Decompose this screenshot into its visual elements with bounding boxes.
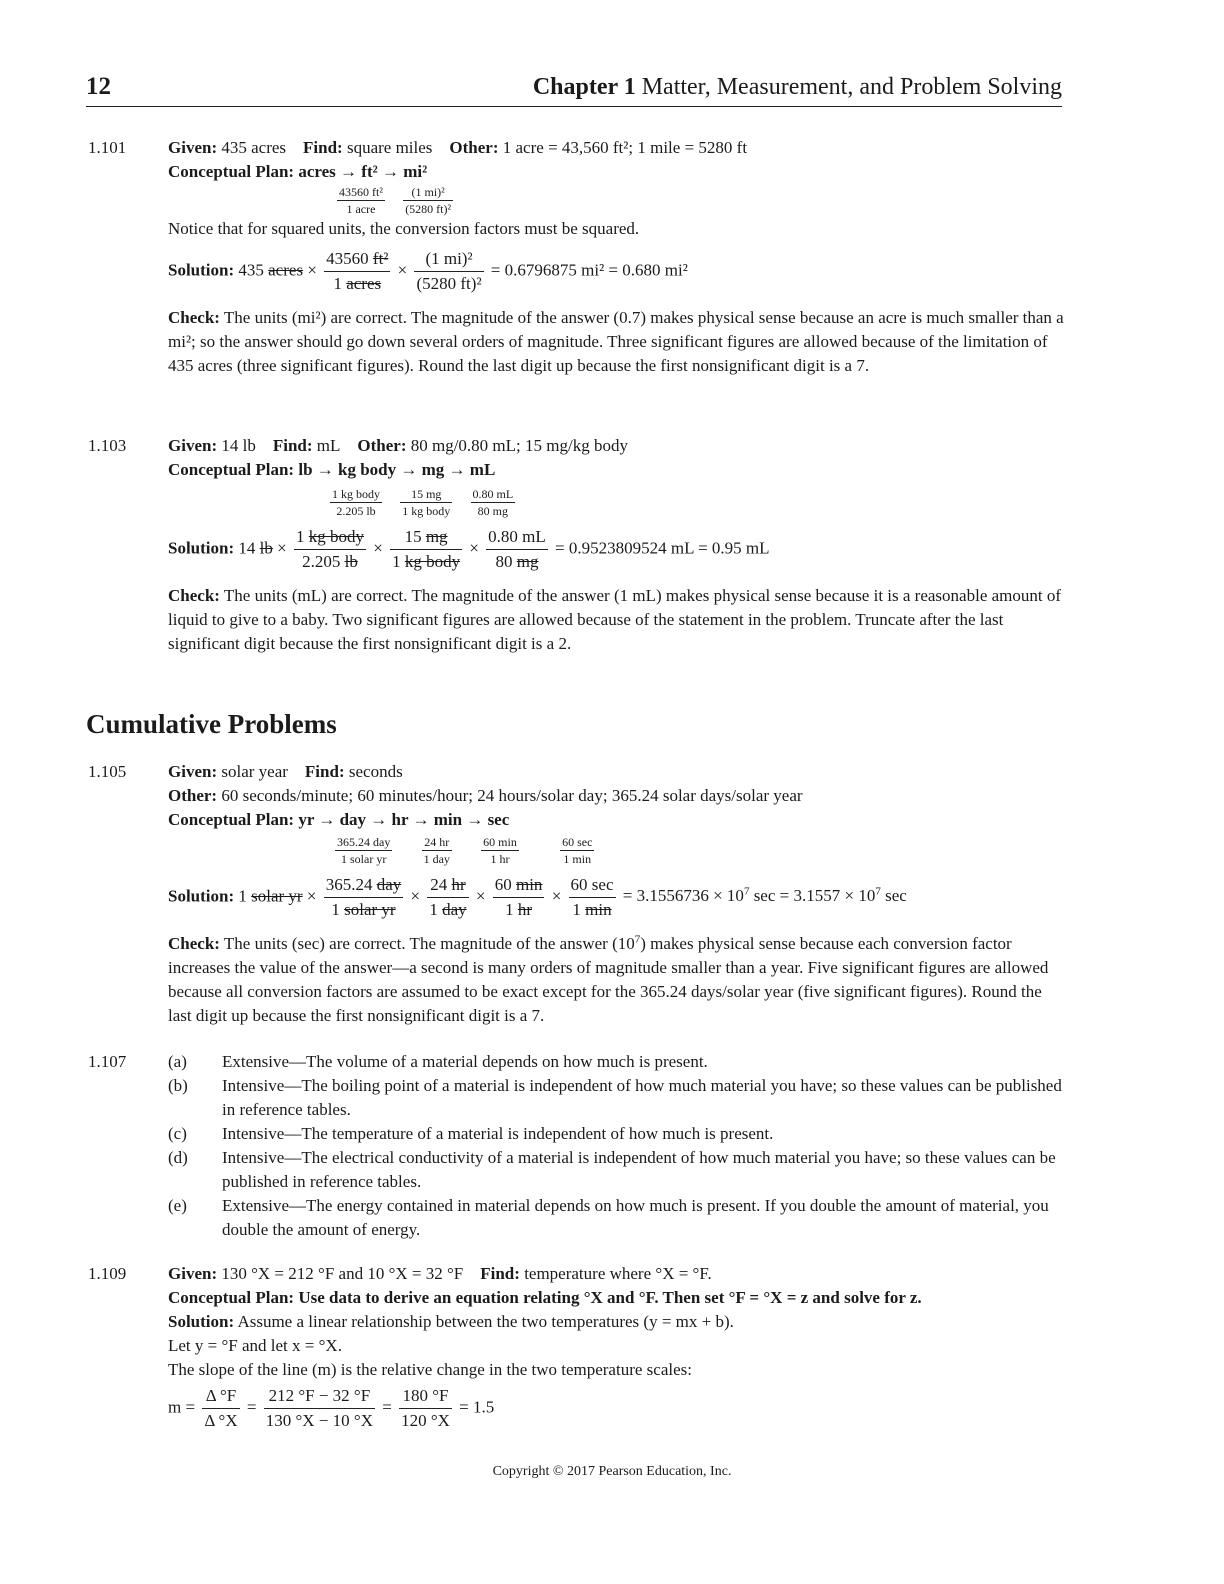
check-paragraph (168, 584, 1068, 656)
plan-line (168, 1286, 1068, 1310)
equation-fraction: $\frac{180 ^\circ F}{120 ^\circ X}$ (401, 1386, 450, 1430)
given-label: Given: (168, 762, 218, 781)
solution-factor: $\frac{0.80 mL}{80 mg}$ (488, 527, 546, 571)
plan-factors (168, 486, 1068, 519)
check-paragraph (168, 306, 1068, 378)
plan-factors (168, 184, 1068, 217)
list-item: (c) Intensive—The temperature of a material is independent of how much is present. (168, 1124, 774, 1143)
problem-number: 1.101 (88, 138, 127, 157)
find-value: temperature where °X = °F. (524, 1264, 712, 1283)
solution-factor: $\frac{\text{365.24 day}}{\text{1 solar yr}}$ (325, 875, 402, 919)
chapter-name: Matter, Measurement, and Problem Solving (641, 74, 1062, 100)
chapter-label: Chapter 1 (532, 74, 636, 100)
equation-result: = 1.5 (459, 1397, 495, 1417)
solution-label: Solution: (168, 886, 235, 906)
plan-value: Use data to derive an equation relating °X and °F. Then set °F = °X = z and solve for z. (298, 1288, 922, 1307)
plan-factors (168, 834, 1068, 867)
conversion-factor: $\frac{24 hr}{\text{1 day}}$ (423, 835, 450, 866)
given-value: 435 acres (221, 138, 287, 157)
solution-factor: $\frac{\text{(1 mi)²}}{\text{(5280 ft)²}}$ (416, 249, 482, 293)
solution-line: Solution: 14 lb × $\frac{\text{1 kg body}}{2.205 lb}$ × $\frac{15 mg}{\text{1 kg body}}$ × $\frac{0.80 mL}{80 mg}$ = 0.9523809524 mL = 0.95 mL (168, 525, 1068, 574)
check-label: Check: (168, 586, 220, 605)
find-label: Find: (304, 762, 345, 781)
slope-equation: m = $\frac{\Delta ^\circ F}{\Delta ^\circ X}$ = $\frac{212 ^\circ F - 32 ^\circ F}{130 ^\circ X - 10 ^\circ X}$ = $\frac{180 ^\circ F}{120 ^\circ X}$ = 1.5 (168, 1384, 1068, 1433)
other-label: Other: (449, 138, 499, 157)
check-label: Check: (168, 308, 220, 327)
solution-line: Solution: 435 acres × $\frac{\text{43560 ft²}}{\text{1 acres}}$ × $\frac{\text{(1 mi)²}}{\text{(5280 ft)²}}$ = 0.6796875 mi² = 0.680 mi² (168, 247, 1068, 296)
other-label: Other: (357, 436, 407, 455)
problem-number: 1.109 (88, 1264, 127, 1283)
header-rule (86, 106, 1062, 107)
given-line (168, 1262, 1068, 1286)
problem-body (168, 760, 1068, 1028)
given-value: solar year (221, 762, 288, 781)
plan-label: Conceptual Plan: (168, 810, 295, 829)
list-item: (e) Extensive—The energy contained in material depends on how much is present. If you double the amount of material, you double the amount of energy. (168, 1196, 1049, 1239)
check-paragraph: Check: The units (sec) are correct. The magnitude of the answer $(10^7)$ makes physical sense because each conversion factor increases the value of the answer—a second is many orders of magnitude smaller than a year. Five significant figures are allowed because all conversion factors are assumed to be exact except for the 365.24 days/solar year (five significant figures). Round the last digit up because the first nonsignificant digit is a 7. (168, 933, 1049, 1025)
given-line (168, 434, 1068, 458)
find-label: Find: (303, 138, 343, 157)
page-number: 12 (86, 73, 111, 100)
other-label: Other: (168, 786, 218, 805)
equation-fraction: $\frac{\Delta ^\circ F}{\Delta ^\circ X}$ (204, 1386, 238, 1430)
equation-fraction: $\frac{212 ^\circ F - 32 ^\circ F}{130 ^\circ X - 10 ^\circ X}$ (265, 1386, 373, 1430)
solution-factor: $\frac{15 mg}{\text{1 kg body}}$ (392, 527, 461, 571)
list-item: (d) Intensive—The electrical conductivity of a material is independent of how much material you have; so these values can be published in reference tables. (168, 1148, 1056, 1191)
chapter-title (533, 70, 1062, 104)
other-line (168, 784, 1068, 808)
other-value: 1 acre = 43,560 ft²; 1 mile = 5280 ft (502, 138, 748, 157)
other-value: 80 mg/0.80 mL; 15 mg/kg body (410, 436, 628, 455)
plan-value: acres → ft² → mi² (298, 162, 428, 181)
plan-line (168, 808, 1068, 832)
list-item: (a) Extensive—The volume of a material depends on how much is present. (168, 1052, 708, 1071)
problem-number: 1.105 (88, 762, 127, 781)
solution-line (168, 1310, 1068, 1334)
solution-label: Solution: (168, 260, 235, 280)
find-value: seconds (348, 762, 403, 781)
find-value: square miles (346, 138, 433, 157)
given-label: Given: (168, 436, 218, 455)
solution-result: = 0.6796875 mi² = 0.680 mi² (490, 260, 688, 280)
check-text: The units (mL) are correct. The magnitude of the answer (1 mL) makes physical sense because it is a reasonable amount of liquid to give to a baby. Two significant figures are allowed because of the statement in the problem. Truncate after the last significant digit because the first nonsignificant digit is a 2. (168, 586, 1062, 653)
notice-text: Notice that for squared units, the conversion factors must be squared. (168, 219, 640, 238)
problem-body (168, 434, 1068, 656)
conversion-factor: $\frac{\text{1 kg body}}{2.205 lb}$ (332, 487, 380, 518)
problem-number: 1.107 (88, 1052, 127, 1071)
copyright-footer: Copyright © 2017 Pearson Education, Inc. (492, 1464, 732, 1479)
let-line: Let y = °F and let x = °X. (168, 1336, 342, 1355)
given-line (168, 136, 1068, 160)
find-label: Find: (480, 1264, 520, 1283)
problem-body (168, 1262, 1068, 1433)
check-text: The units (mi²) are correct. The magnitude of the answer (0.7) makes physical sense because an acre is much smaller than a mi²; so the answer should go down several orders of magnitude. Three significant figures are allowed because of the limitation of 435 acres (three significant figures). Round the last digit up because the first nonsignificant digit is a 7. (168, 308, 1064, 375)
answer-list (168, 1050, 1068, 1242)
solution-result: = $3.1556736 \times 10^7$ $\sec = 3.1557 \times 10^7$ sec (622, 885, 907, 906)
plan-label: Conceptual Plan: (168, 162, 295, 181)
list-item: (b) Intensive—The boiling point of a material is independent of how much material you have; so these values can be published in reference tables. (168, 1076, 1062, 1119)
plan-label: Conceptual Plan: (168, 1288, 295, 1307)
other-value: 60 seconds/minute; 60 minutes/hour; 24 hours/solar day; 365.24 solar days/solar year (221, 786, 803, 805)
find-value: mL (316, 436, 341, 455)
plan-line (168, 160, 1068, 184)
problem-body (168, 136, 1068, 378)
solution-factor: $\frac{\text{43560 ft²}}{\text{1 acres}}$ (326, 249, 389, 293)
given-line (168, 760, 1068, 784)
problem-number: 1.103 (88, 436, 127, 455)
solution-text: Assume a linear relationship between the two temperatures (y = mx + b). (237, 1312, 734, 1331)
conversion-factor: $\frac{60 \sec}{1 \min}$ (562, 835, 593, 866)
conversion-factor: $\frac{\text{43560 ft²}}{\text{1 acre}}$ (339, 185, 383, 216)
conversion-factor: $\frac{0.80 mL}{80 mg}$ (472, 487, 514, 518)
solution-line: Solution: 1 solar yr × $\frac{\text{365.24 day}}{\text{1 solar yr}}$ × $\frac{24 hr}{\text{1 day}}$ × $\frac{60 \min}{1 hr}$ × $\frac{60 \sec}{1 \min}$ = $3.1556736 \times 10^7$ $\sec = 3.1557 \times 10^7$ sec (168, 873, 1068, 922)
find-label: Find: (272, 436, 313, 455)
solution-factor: $\frac{60 \sec}{1 \min}$ (570, 875, 614, 919)
solution-result: = 0.9523809524 mL = 0.95 mL (555, 538, 770, 558)
given-value: 14 lb (221, 436, 256, 455)
given-label: Given: (168, 1264, 218, 1283)
page-header (86, 70, 1062, 104)
conversion-factor: $\frac{\text{(1 mi)²}}{\text{(5280 ft)²}}$ (405, 185, 452, 216)
given-value: 130 °X = 212 °F and 10 °X = 32 °F (221, 1264, 464, 1283)
conversion-factor: $\frac{15 mg}{\text{1 kg body}}$ (402, 487, 451, 518)
solution-factor: $\frac{\text{1 kg body}}{2.205 lb}$ (295, 527, 364, 571)
solution-factor: $\frac{24 hr}{\text{1 day}}$ (429, 875, 467, 919)
conversion-factor: $\frac{\text{365.24 day}}{\text{1 solar yr}}$ (337, 835, 391, 866)
plan-value: yr → day → hr → min → sec (298, 810, 510, 829)
slope-text: The slope of the line (m) is the relative change in the two temperature scales: (168, 1360, 692, 1379)
given-label: Given: (168, 138, 218, 157)
plan-value: lb → kg body → mg → mL (298, 460, 496, 479)
section-title: Cumulative Problems (86, 709, 337, 739)
solution-label: Solution: (168, 1312, 235, 1331)
solution-factor: $\frac{60 \min}{1 hr}$ (494, 875, 543, 919)
plan-label: Conceptual Plan: (168, 460, 295, 479)
solution-label: Solution: (168, 538, 235, 558)
conversion-factor: $\frac{60 \min}{1 hr}$ (483, 835, 517, 866)
check-label: Check: (168, 934, 220, 953)
plan-line (168, 458, 1068, 482)
